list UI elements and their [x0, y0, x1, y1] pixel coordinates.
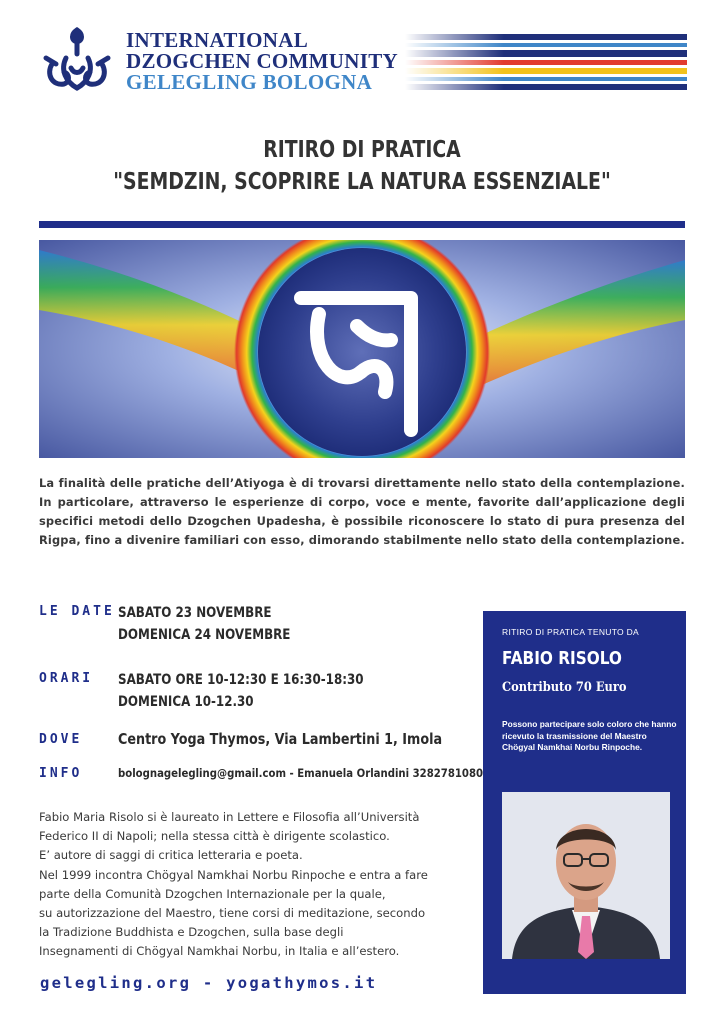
fee: Contributo 70 Euro [502, 680, 627, 695]
bio-line: E’ autore di saggi di critica letteraria e poeta. [39, 848, 303, 863]
date-1: SABATO 23 NOVEMBRE [118, 605, 272, 621]
date-2: DOMENICA 24 NOVEMBRE [118, 627, 291, 643]
location-label: DOVE [39, 732, 83, 747]
teacher-name: FABIO RISOLO [502, 648, 622, 669]
hours-label: ORARI [39, 671, 94, 686]
bio-line: parte della Comunità Dzogchen Internazionale per la quale, [39, 886, 386, 901]
panel-heading: RITIRO DI PRATICA TENUTO DA [502, 627, 640, 637]
bio-line: Federico II di Napoli; nella stessa città è dirigente scolastico. [39, 829, 390, 844]
info-label: INFO [39, 766, 83, 781]
dates-label: LE DATE [39, 604, 115, 619]
org-line-3: GELEGLING BOLOGNA [126, 70, 373, 94]
bio-line: Fabio Maria Risolo si è laureato in Lettere e Filosofia all’Università [39, 810, 420, 824]
teacher-panel [483, 611, 686, 994]
title-line-1: RITIRO DI PRATICA [263, 137, 461, 163]
bio-line: la Tradizione Buddhista e Dzogchen, sulla base degli [39, 925, 344, 940]
bio-line: Insegnamenti di Chögyal Namkhai Norbu, in Italia e all’estero. [39, 944, 400, 959]
dzogchen-community-logo [38, 24, 116, 98]
title-divider [39, 221, 685, 228]
org-line-2: DZOGCHEN COMMUNITY [126, 49, 398, 73]
decorative-stripes [405, 34, 687, 90]
speaker-bio [39, 808, 479, 962]
org-line-1: INTERNATIONAL [126, 28, 309, 52]
bio-line: Nel 1999 incontra Chögyal Namkhai Norbu Rinpoche e entra a fare [39, 867, 428, 882]
event-title [0, 134, 724, 198]
hours-1: SABATO ORE 10-12:30 E 16:30-18:30 [118, 672, 364, 688]
organization-name [126, 30, 398, 93]
teacher-photo [502, 792, 670, 959]
tibetan-a-banner-image [39, 240, 685, 458]
location-value: Centro Yoga Thymos, Via Lambertini 1, Imola [118, 730, 443, 748]
intro-paragraph: La finalità delle pratiche dell’Atiyoga è di trovarsi direttamente nello stato della contemplazione. In particolare, attraverso le esperienze di corpo, voce e mente, favorite dall’applicazione degli specifici metodi dello Dzogchen Upadesha, è possibile riconoscere lo stato di pura presenza del Rigpa, fino a divenire familiari con esso, dimorando stabilmente nello stato della contemplazione. [39, 476, 685, 547]
participation-note: Possono partecipare solo coloro che hanno ricevuto la trasmissione del Maestro Chögyal Namkhai Norbu Rinpoche. [502, 719, 677, 752]
bio-line: su autorizzazione del Maestro, tiene corsi di meditazione, secondo [39, 906, 426, 921]
info-contact[interactable]: bolognagelegling@gmail.com - Emanuela Orlandini 3282781080 [118, 766, 484, 780]
footer-websites[interactable]: gelegling.org - yogathymos.it [40, 974, 378, 992]
hours-2: DOMENICA 10-12.30 [118, 694, 254, 710]
title-line-2: "SEMDZIN, SCOPRIRE LA NATURA ESSENZIALE" [113, 169, 611, 195]
